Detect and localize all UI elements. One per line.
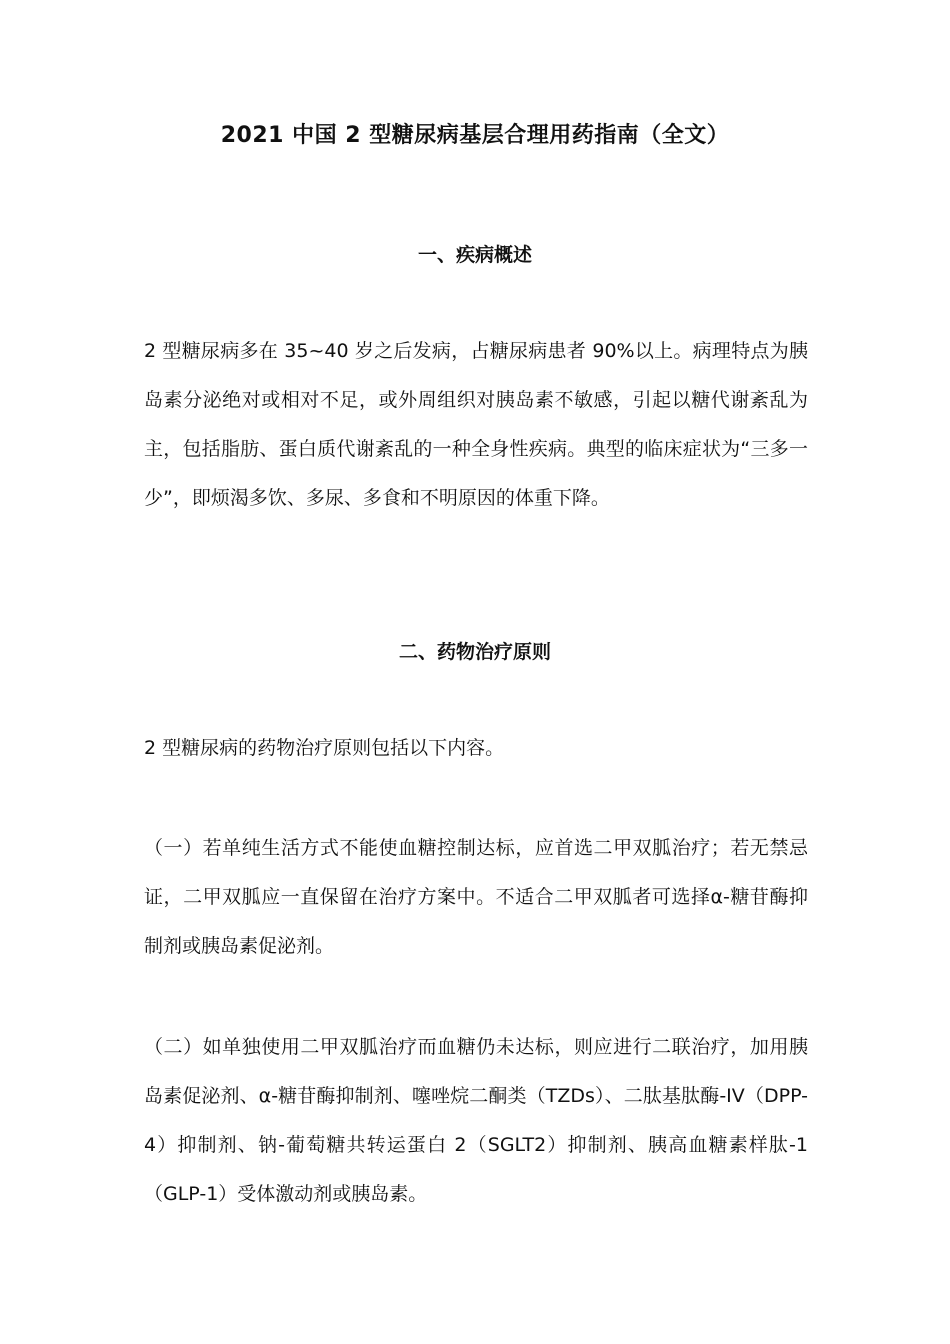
overview-paragraph: 2 型糖尿病多在 35~40 岁之后发病，占糖尿病患者 90%以上。病理特点为胰岛素分泌绝对或相对不足，或外周组织对胰岛素不敏感，引起以糖代谢紊乱为主，包括脂肪、蛋白质代谢紊乱的一种全身性疾病。典型的临床症状为“三多一少”，即烦渴多饮、多尿、多食和不明原因的体重下降。 [144,340,808,509]
treatment-principle-1-paragraph: （一）若单纯生活方式不能使血糖控制达标，应首选二甲双胍治疗；若无禁忌证，二甲双胍应一直保留在治疗方案中。不适合二甲双胍者可选择α-糖苷酶抑制剂或胰岛素促泌剂。 [144,837,808,957]
document-title: 2021 中国 2 型糖尿病基层合理用药指南（全文） [220,123,730,148]
section-heading-overview: 一、疾病概述 [417,244,532,266]
treatment-intro-paragraph: 2 型糖尿病的药物治疗原则包括以下内容。 [144,737,505,759]
section-heading-treatment-principles: 二、药物治疗原则 [398,641,551,663]
treatment-principle-2-paragraph: （二）如单独使用二甲双胍治疗而血糖仍未达标，则应进行二联治疗，加用胰岛素促泌剂、α-糖苷酶抑制剂、噻唑烷二酮类（TZDs）、二肽基肽酶-IV（DPP-4）抑制剂、钠-葡萄糖共转运蛋白 2（SGLT2）抑制剂、胰高血糖素样肽-1（GLP-1）受体激动剂或胰岛素。 [144,1036,808,1205]
